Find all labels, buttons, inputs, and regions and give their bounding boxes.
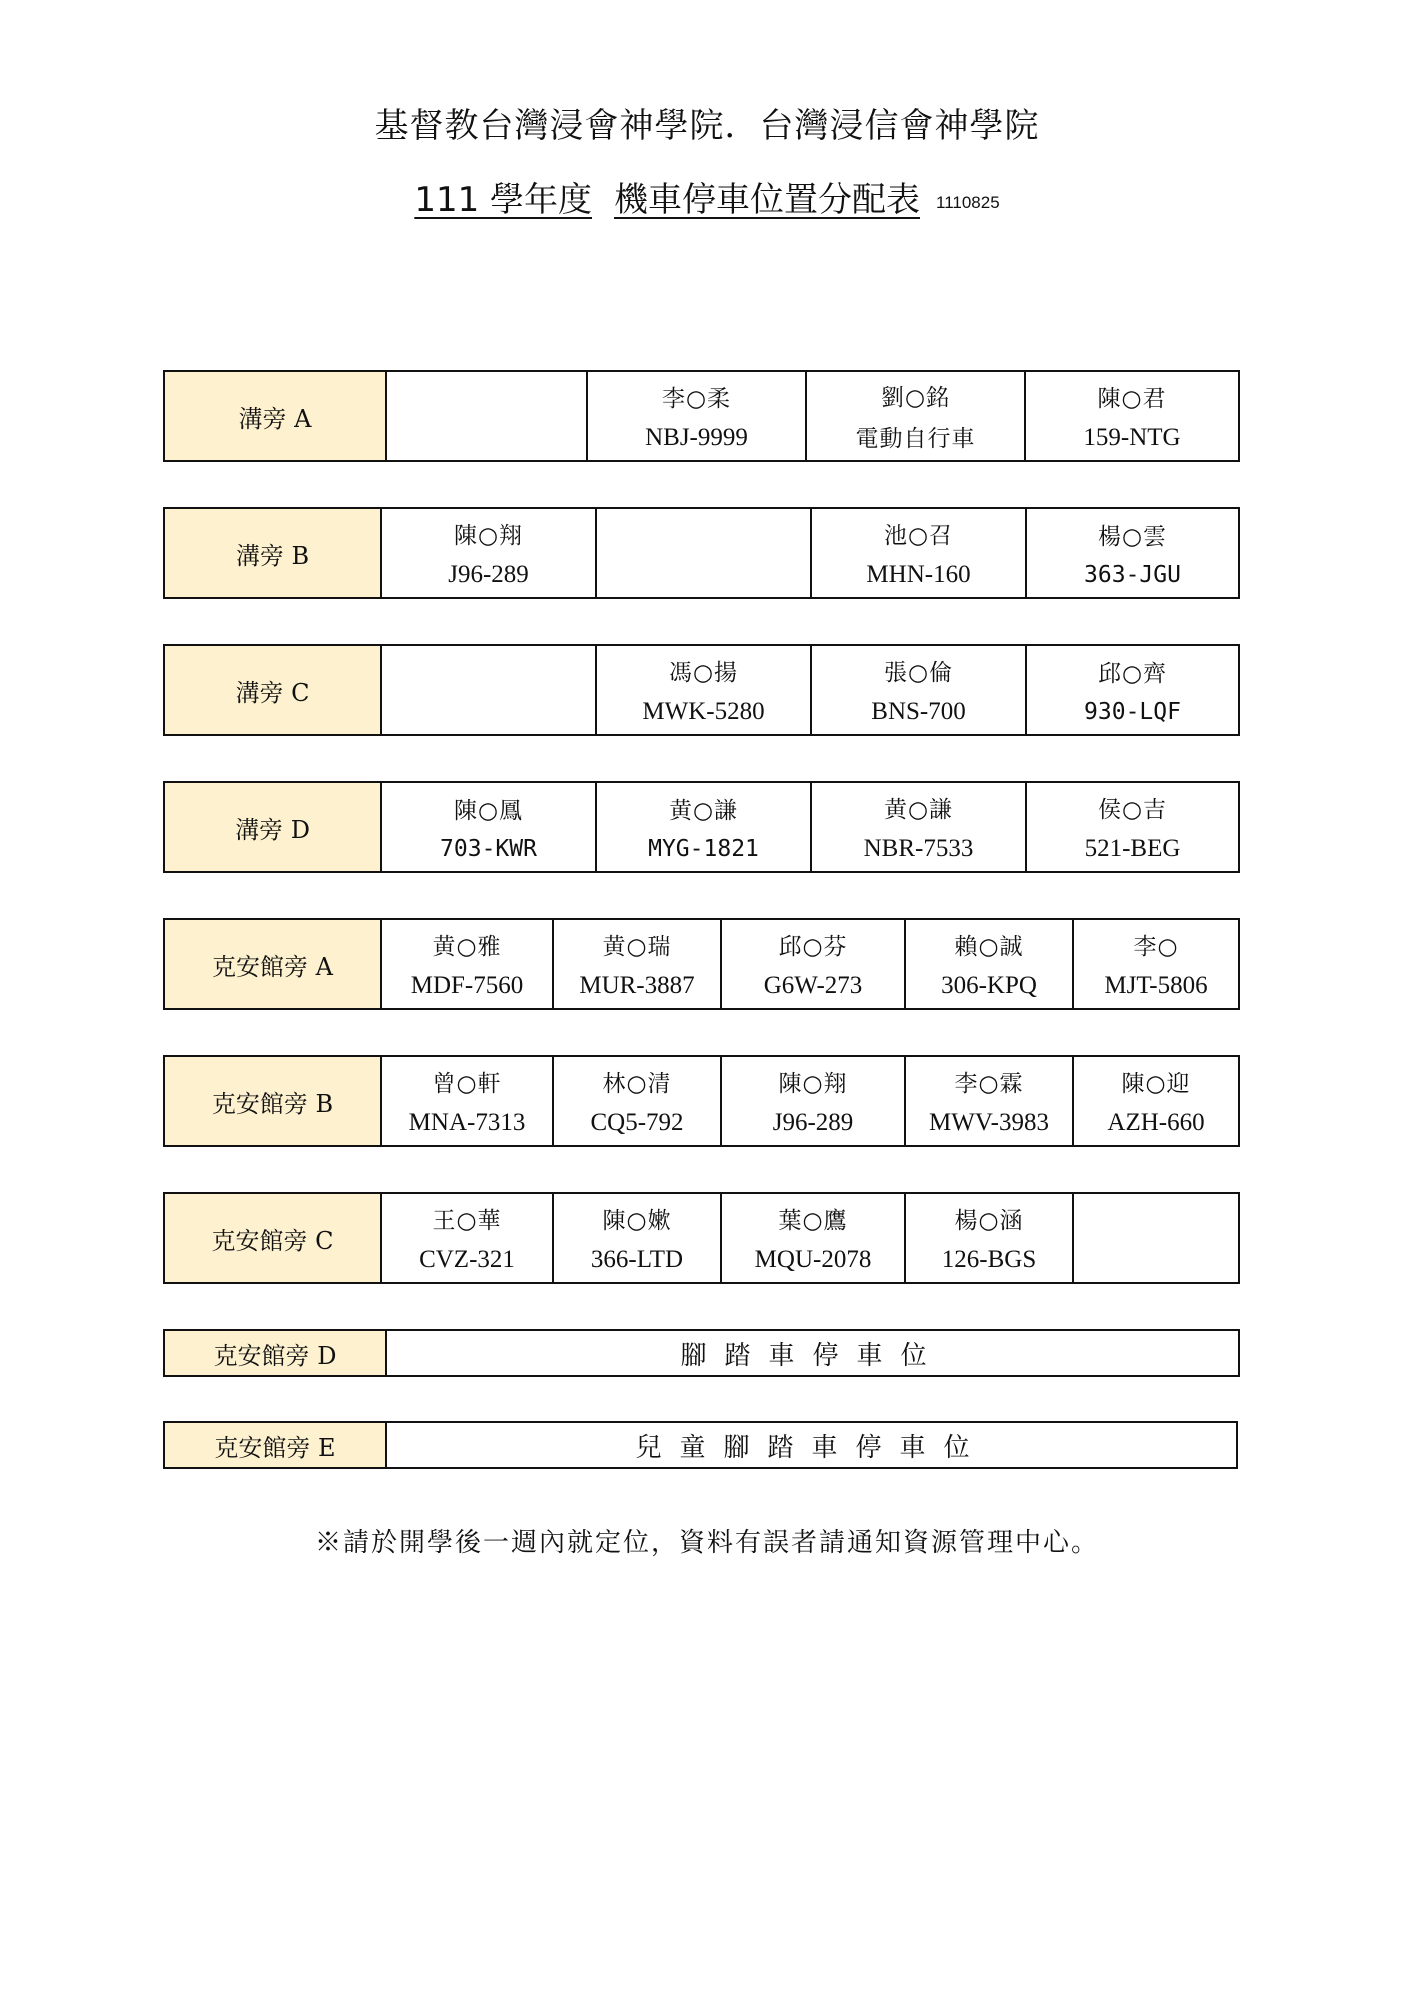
slot-plate: MQU-2078	[754, 1245, 872, 1273]
slot-plate: J96-289	[772, 1108, 854, 1136]
slot-name: 陳○翔	[453, 523, 524, 550]
slot-name: 馮○揚	[668, 660, 739, 687]
slot-name: 陳○翔	[778, 1071, 848, 1098]
parking-slot	[722, 920, 906, 1008]
parking-slot	[382, 1057, 554, 1145]
slot-plate: 159-NTG	[1083, 423, 1181, 451]
slot-name: 陳○嫰	[602, 1208, 672, 1235]
zone-label: 克安館旁 B	[165, 1057, 382, 1145]
parking-slot	[1074, 1194, 1238, 1282]
parking-slot	[382, 646, 597, 734]
slot-name: 曾○軒	[432, 1071, 502, 1098]
slot-plate: 電動自行車	[855, 426, 976, 452]
slot-name: 李○柔	[661, 386, 732, 413]
zone-gou-c	[163, 644, 1240, 736]
parking-slot	[722, 1057, 906, 1145]
parking-slot	[554, 920, 722, 1008]
zone-label: 溝旁 D	[165, 783, 382, 871]
parking-slot	[722, 1194, 906, 1282]
slot-name: 王○華	[432, 1208, 502, 1235]
zone-kean-e	[163, 1421, 1238, 1469]
slot-name: 賴○誠	[954, 934, 1024, 961]
slot-plate: MYG-1821	[648, 836, 759, 863]
parking-slot	[597, 646, 812, 734]
zone-label: 克安館旁 D	[165, 1331, 387, 1375]
slot-plate: 306-KPQ	[941, 971, 1037, 999]
parking-slot	[382, 920, 554, 1008]
slot-plate: NBR-7533	[863, 834, 974, 862]
parking-slot	[597, 783, 812, 871]
parking-slot	[906, 1194, 1074, 1282]
slot-plate: CVZ-321	[419, 1245, 515, 1273]
slot-name: 黄○瑞	[602, 934, 672, 961]
slot-plate: G6W-273	[763, 971, 863, 999]
zone-kean-c	[163, 1192, 1240, 1284]
zone-gou-b	[163, 507, 1240, 599]
slot-name: 邱○齊	[1097, 660, 1168, 687]
slot-name: 張○倫	[883, 660, 954, 687]
slot-name: 黄○雅	[432, 934, 502, 961]
zone-label: 克安館旁 E	[165, 1423, 387, 1467]
parking-slot	[1074, 1057, 1238, 1145]
slot-plate: MHN-160	[866, 560, 971, 588]
parking-slot	[812, 783, 1027, 871]
zone-kean-a	[163, 918, 1240, 1010]
page-subtitle	[414, 172, 920, 221]
parking-slot	[812, 646, 1027, 734]
slot-plate: MWV-3983	[929, 1108, 1049, 1136]
slot-plate: AZH-660	[1107, 1108, 1205, 1136]
parking-slot	[812, 509, 1027, 597]
bicycle-parking-note: 腳踏車停車位	[680, 1340, 945, 1371]
zone-label: 溝旁 B	[165, 509, 382, 597]
slot-plate: NBJ-9999	[645, 423, 748, 451]
slot-plate: CQ5-792	[590, 1108, 684, 1136]
slot-plate: MDF-7560	[410, 971, 524, 999]
slot-plate: 366-LTD	[590, 1245, 684, 1273]
subtitle-row	[0, 172, 1414, 221]
slot-plate: MJT-5806	[1104, 971, 1208, 999]
slot-plate: MNA-7313	[408, 1108, 526, 1136]
slot-name: 葉○鷹	[778, 1208, 848, 1235]
parking-slot	[554, 1194, 722, 1282]
slot-name: 侯○吉	[1097, 797, 1168, 824]
footer-note: ※請於開學後一週內就定位，資料有誤者請通知資源管理中心。	[314, 1528, 1099, 1558]
slot-name: 李○	[1133, 934, 1179, 961]
slot-plate: J96-289	[448, 560, 529, 588]
parking-slot	[1027, 783, 1238, 871]
slot-name: 李○霖	[954, 1071, 1024, 1098]
kids-bicycle-parking-note: 兒童腳踏車停車位	[635, 1432, 988, 1463]
slot-name: 林○清	[602, 1071, 672, 1098]
parking-slot	[382, 1194, 554, 1282]
slot-name: 楊○涵	[954, 1208, 1024, 1235]
parking-slot	[588, 372, 807, 460]
zone-kean-d	[163, 1329, 1240, 1377]
slot-plate: 363-JGU	[1084, 562, 1181, 589]
zone-label: 克安館旁 C	[165, 1194, 382, 1282]
slot-name: 黄○謙	[883, 797, 954, 824]
parking-slot	[1026, 372, 1238, 460]
slot-name: 劉○銘	[880, 385, 951, 411]
parking-slot	[1027, 509, 1238, 597]
slot-name: 陳○迎	[1121, 1071, 1191, 1098]
parking-slot	[382, 783, 597, 871]
parking-slot	[387, 372, 588, 460]
zone-label: 溝旁 A	[165, 372, 387, 460]
zone-kean-b	[163, 1055, 1240, 1147]
slot-plate: MWK-5280	[642, 697, 765, 725]
parking-slot	[597, 509, 812, 597]
slot-plate: 703-KWR	[440, 836, 537, 863]
parking-slot	[807, 372, 1026, 460]
parking-slot	[906, 920, 1074, 1008]
slot-plate: 521-BEG	[1084, 834, 1181, 862]
subtitle-main: 機車停車位置分配表	[614, 180, 921, 220]
parking-slot	[906, 1057, 1074, 1145]
parking-slot	[382, 509, 597, 597]
parking-slot	[554, 1057, 722, 1145]
zone-label: 克安館旁 A	[165, 920, 382, 1008]
slot-name: 楊○雲	[1097, 523, 1168, 550]
slot-name: 陳○鳳	[453, 797, 524, 824]
slot-plate: 126-BGS	[941, 1245, 1037, 1273]
parking-slot	[1074, 920, 1238, 1008]
subtitle-year: 111 學年度	[414, 180, 593, 220]
slot-plate: MUR-3887	[579, 971, 695, 999]
page-title: 基督教台灣浸會神學院．台灣浸信會神學院	[374, 106, 1040, 146]
zone-gou-a	[163, 370, 1240, 462]
slot-name: 黄○謙	[668, 797, 739, 824]
slot-name: 邱○芬	[778, 934, 848, 961]
document-number: 1110825	[936, 193, 1000, 212]
slot-name: 陳○君	[1097, 386, 1167, 413]
slot-plate: 930-LQF	[1084, 699, 1181, 726]
slot-name: 池○召	[883, 523, 954, 550]
parking-slot	[1027, 646, 1238, 734]
slot-plate: BNS-700	[871, 697, 966, 725]
zone-label: 溝旁 C	[165, 646, 382, 734]
zone-gou-d	[163, 781, 1240, 873]
